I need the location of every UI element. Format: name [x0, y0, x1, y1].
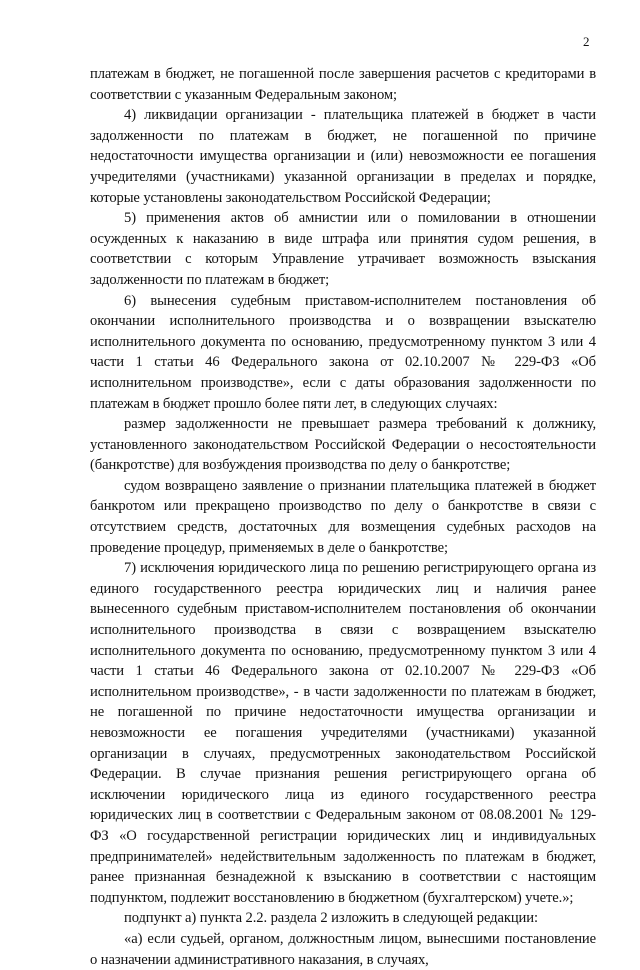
document-body — [90, 64, 596, 970]
paragraph-case-court-return: судом возвращено заявление о признании плательщика платежей в бюджет банкротом или прекращено производство по делу о банкротстве в связи с отсутствием средств, достаточных для возмещения судебных расходов на проведение процедур, применяемых в деле о банкротстве; — [90, 477, 596, 556]
paragraph-item-6: 6) вынесения судебным приставом-исполнителем постановления об окончании исполнительного производства и о возвращении взыскателю исполнительного документа по основанию, предусмотренному пунктом 3 или 4 части 1 статьи 46 Федерального закона от 02.10.2007 № 229-ФЗ «Об исполнительном производстве», если с даты образования задолженности по платежам в бюджет прошло более пяти лет, в следующих случаях: — [90, 292, 596, 412]
page-number: 2 — [583, 34, 590, 49]
paragraph-item-5: 5) применения актов об амнистии или о помиловании в отношении осужденных к наказанию в виде штрафа или принятия судом решения, в соответствии с которым Управление утрачивает возможность взыскания задолженности по платежам в бюджет; — [90, 210, 596, 288]
paragraph-item-7: 7) исключения юридического лица по решению регистрирующего органа из единого государственного реестра юридических лиц и наличия ранее вынесенного судебным приставом-исполнителем постановления об окончании исполнительного производства в связи с возвращением взыскателю исполнительного документа по основанию, предусмотренному пунктом 3 или 4 части 1 статьи 46 Федерального закона от 02.10.2007 № 229-ФЗ «Об исполнительном производстве», - в части задолженности по платежам в бюджет, не погашенной по причине недостаточности имущества организации и невозможности ее погашения учредителями (участниками) указанной организации в случаях, предусмотренных законодательством Российской Федерации. В случае признания решения регистрирующего органа об исключении юридического лица из единого государственного реестра юридических лиц в соответствии с Федеральным законом от 08.08.2001 № 129-ФЗ «О государственной регистрации юридических лиц и индивидуальных предпринимателей» недействительным задолженность по платежам в бюджет, ранее признанная безнадежной к взысканию в соответствии с настоящим подпунктом, подлежит восстановлению в бюджетном (бухгалтерском) учете.»; — [90, 560, 596, 906]
paragraph-item-4: 4) ликвидации организации - плательщика платежей в бюджет в части задолженности по платежам в бюджет, не погашенной по причине недостаточности имущества организации и (или) невозможности ее погашения учредителями (участниками) указанной организации в пределах и порядке, которые установлены законодательством Российской Федерации; — [90, 107, 596, 206]
paragraph-continuation: платежам в бюджет, не погашенной после завершения расчетов с кредиторами в соответствии с указанным Федеральным законом; — [90, 66, 596, 103]
paragraph-case-debt-size: размер задолженности не превышает размера требований к должнику, установленного законодательством Российской Федерации о несостоятельности (банкротстве) для возбуждения производства по делу о банкротстве; — [90, 416, 596, 474]
paragraph-subitem-a: «а) если судьей, органом, должностным лицом, вынесшими постановление о назначении административного наказания, в случаях, — [90, 930, 596, 968]
paragraph-amendment: подпункт а) пункта 2.2. раздела 2 изложить в следующей редакции: — [124, 910, 538, 927]
